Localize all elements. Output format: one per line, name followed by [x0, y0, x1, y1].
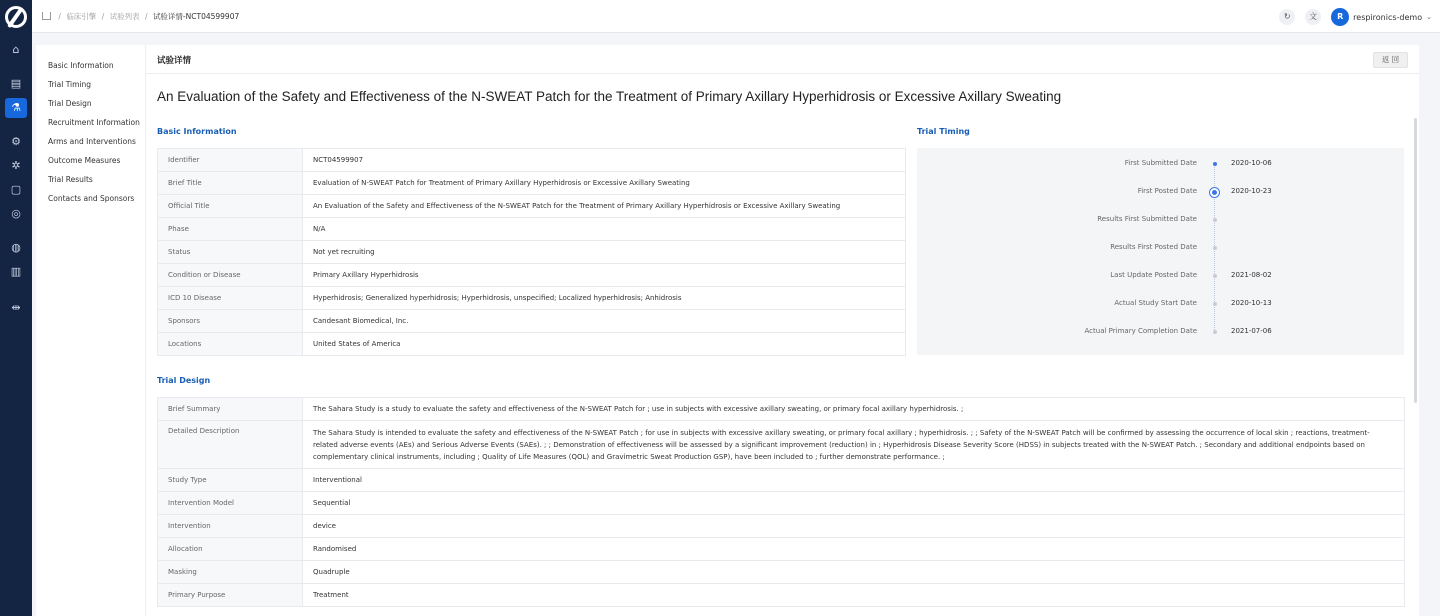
- row-label: Identifier: [158, 149, 303, 172]
- row-value: Candesant Biomedical, Inc.: [303, 310, 906, 333]
- table-row: [158, 195, 906, 218]
- row-label: Intervention: [158, 515, 303, 538]
- scrollbar[interactable]: [1414, 118, 1417, 403]
- row-label: Primary Purpose: [158, 584, 303, 607]
- row-value: Primary Axillary Hyperhidrosis: [303, 264, 906, 287]
- row-value: device: [303, 515, 1405, 538]
- table-row: [158, 287, 906, 310]
- timeline-dot: [1213, 162, 1217, 166]
- timeline-label: Results First Posted Date: [1110, 243, 1197, 251]
- timeline-dot: [1213, 246, 1217, 250]
- row-label: Condition or Disease: [158, 264, 303, 287]
- row-label: Intervention Model: [158, 492, 303, 515]
- report-icon[interactable]: ▤: [10, 77, 22, 90]
- timeline-dot: [1213, 330, 1217, 334]
- refresh-icon[interactable]: ↻: [1279, 9, 1295, 25]
- breadcrumb-home-icon[interactable]: [42, 12, 51, 20]
- table-row: [158, 515, 1405, 538]
- detail-panel: [146, 45, 1419, 616]
- row-label: Allocation: [158, 538, 303, 561]
- row-value: Treatment: [303, 584, 1405, 607]
- settings-icon[interactable]: ⚙: [11, 135, 21, 148]
- row-label: Locations: [158, 333, 303, 356]
- row-label: Brief Title: [158, 172, 303, 195]
- table-row: [158, 538, 1405, 561]
- section-title-trial-design: Trial Design: [157, 376, 211, 385]
- table-row: [158, 561, 1405, 584]
- document-icon[interactable]: ▢: [10, 183, 22, 196]
- table-row: [158, 310, 906, 333]
- row-value: The Sahara Study is a study to evaluate the safety and effectiveness of the N-SWEAT Patch for ; use in subjects with excessive axillary sweating, or primary focal axillary hyperhidrosis. ;: [303, 398, 1405, 421]
- expand-icon[interactable]: ⇹: [11, 301, 21, 314]
- toc-trial-timing[interactable]: Trial Timing: [48, 80, 92, 89]
- section-title-basic-information: Basic Information: [157, 127, 237, 136]
- panel-header: [146, 45, 1419, 74]
- row-value: Sequential: [303, 492, 1405, 515]
- table-row: [158, 149, 906, 172]
- toc-trial-results[interactable]: Trial Results: [48, 175, 93, 184]
- row-value: Hyperhidrosis; Generalized hyperhidrosis; Hyperhidrosis, unspecified; Localized hyperhidrosis; Anhidrosis: [303, 287, 906, 310]
- page-title: 试验详情: [157, 56, 192, 66]
- trial-timing-timeline: [917, 148, 1404, 355]
- table-row: [158, 398, 1405, 421]
- basic-info-table: [157, 148, 906, 356]
- timeline-dot: [1213, 274, 1217, 278]
- avatar[interactable]: R: [1331, 8, 1349, 26]
- timeline-label: Results First Submitted Date: [1097, 215, 1197, 223]
- table-row: [158, 492, 1405, 515]
- row-value: The Sahara Study is intended to evaluate the safety and effectiveness of the N-SWEAT Patch ; for use in subjects with excessive axillary sweating, or primary focal axillary ; hyperhidrosis. ; ; Safety of the N-SWEAT Patch will be confirmed by assessing the occurrence of local skin ; reactions, treatment-related adverse events (AEs) and Serious Adverse Events (SAEs). ; ; Demonstration of effectiveness will be assessed by a significant improvement (reduction) in ; Hyperhidrosis Disease Severity Score (HDSS) in subjects treated with the N-SWEAT Patch. ; Secondary and additional endpoints based on complementary clinical instruments, including ; Quality of Life Measures (QOL) and Gravimetric Sweat Production GSP), have been included to ; further demonstrate performance. ;: [303, 421, 1405, 469]
- toc-trial-design[interactable]: Trial Design: [48, 99, 92, 108]
- timeline-label: Actual Primary Completion Date: [1084, 327, 1197, 335]
- row-label: Brief Summary: [158, 398, 303, 421]
- chevron-down-icon[interactable]: ⌄: [1426, 13, 1432, 21]
- timeline-label: Last Update Posted Date: [1110, 271, 1197, 279]
- row-label: Status: [158, 241, 303, 264]
- timeline-dot: [1213, 302, 1217, 306]
- row-value: Not yet recruiting: [303, 241, 906, 264]
- user-name[interactable]: respironics-demo: [1353, 12, 1423, 22]
- toc-basic-information[interactable]: Basic Information: [48, 61, 114, 70]
- breadcrumb: / 临床引擎 / 试验列表 / 试验详情-NCT04599907: [42, 11, 239, 22]
- table-row: [158, 264, 906, 287]
- timeline-date: 2020-10-06: [1231, 159, 1272, 167]
- timeline-label: First Posted Date: [1137, 187, 1197, 195]
- building-icon[interactable]: ▥: [10, 265, 22, 278]
- trial-design-table: [157, 397, 1405, 607]
- timeline-dot: [1213, 218, 1217, 222]
- app-logo[interactable]: [5, 6, 27, 28]
- breadcrumb-item[interactable]: 临床引擎: [66, 12, 97, 21]
- row-value: Quadruple: [303, 561, 1405, 584]
- row-label: Study Type: [158, 469, 303, 492]
- table-row: [158, 333, 906, 356]
- section-title-trial-timing: Trial Timing: [917, 127, 970, 136]
- toc-recruitment-information[interactable]: Recruitment Information: [48, 118, 140, 127]
- table-row: [158, 584, 1405, 607]
- flask-icon[interactable]: ⚗: [5, 98, 27, 118]
- toc-arms-and-interventions[interactable]: Arms and Interventions: [48, 137, 136, 146]
- breadcrumb-current: 试验详情-NCT04599907: [152, 12, 240, 21]
- row-label: Official Title: [158, 195, 303, 218]
- top-bar: [32, 0, 1440, 33]
- home-icon[interactable]: ⌂: [12, 43, 20, 56]
- row-label: Sponsors: [158, 310, 303, 333]
- side-nav-rail: [0, 0, 32, 616]
- row-value: NCT04599907: [303, 149, 906, 172]
- compass-icon[interactable]: ◎: [11, 207, 21, 220]
- timeline-dot-current: [1210, 188, 1219, 197]
- toc-contacts-and-sponsors[interactable]: Contacts and Sponsors: [48, 194, 135, 203]
- table-row: [158, 241, 906, 264]
- row-value: Randomised: [303, 538, 1405, 561]
- row-label: Masking: [158, 561, 303, 584]
- timeline-date: 2021-08-02: [1231, 271, 1272, 279]
- section-nav: [36, 45, 146, 616]
- row-label: Phase: [158, 218, 303, 241]
- row-value: N/A: [303, 218, 906, 241]
- table-row: [158, 421, 1405, 469]
- timeline-date: 2020-10-13: [1231, 299, 1272, 307]
- trial-title: An Evaluation of the Safety and Effectiveness of the N-SWEAT Patch for the Treatment of Primary Axillary Hyperhidrosis or Excessive Axillary Sweating: [157, 89, 1062, 104]
- table-row: [158, 469, 1405, 492]
- timeline-date: 2021-07-06: [1231, 327, 1272, 335]
- table-row: [158, 218, 906, 241]
- row-label: ICD 10 Disease: [158, 287, 303, 310]
- row-value: Evaluation of N-SWEAT Patch for Treatment of Primary Axillary Hyperhidrosis or Excessive Axillary Sweating: [303, 172, 906, 195]
- row-value: Interventional: [303, 469, 1405, 492]
- virus-icon[interactable]: ✲: [11, 159, 21, 172]
- row-value: United States of America: [303, 333, 906, 356]
- translate-icon[interactable]: 文: [1305, 9, 1321, 25]
- breadcrumb-item[interactable]: 试验列表: [109, 12, 140, 21]
- timeline-label: Actual Study Start Date: [1114, 299, 1197, 307]
- content-frame: [36, 45, 1419, 616]
- globe-icon[interactable]: ◍: [11, 241, 21, 254]
- row-value: An Evaluation of the Safety and Effectiveness of the N-SWEAT Patch for the Treatment of Primary Axillary Hyperhidrosis or Excessive Axillary Sweating: [303, 195, 906, 218]
- row-label: Detailed Description: [158, 421, 303, 469]
- toc-outcome-measures[interactable]: Outcome Measures: [48, 156, 121, 165]
- table-row: [158, 172, 906, 195]
- timeline-label: First Submitted Date: [1124, 159, 1197, 167]
- back-button[interactable]: 返 回: [1373, 52, 1408, 68]
- timeline-date: 2020-10-23: [1231, 187, 1272, 195]
